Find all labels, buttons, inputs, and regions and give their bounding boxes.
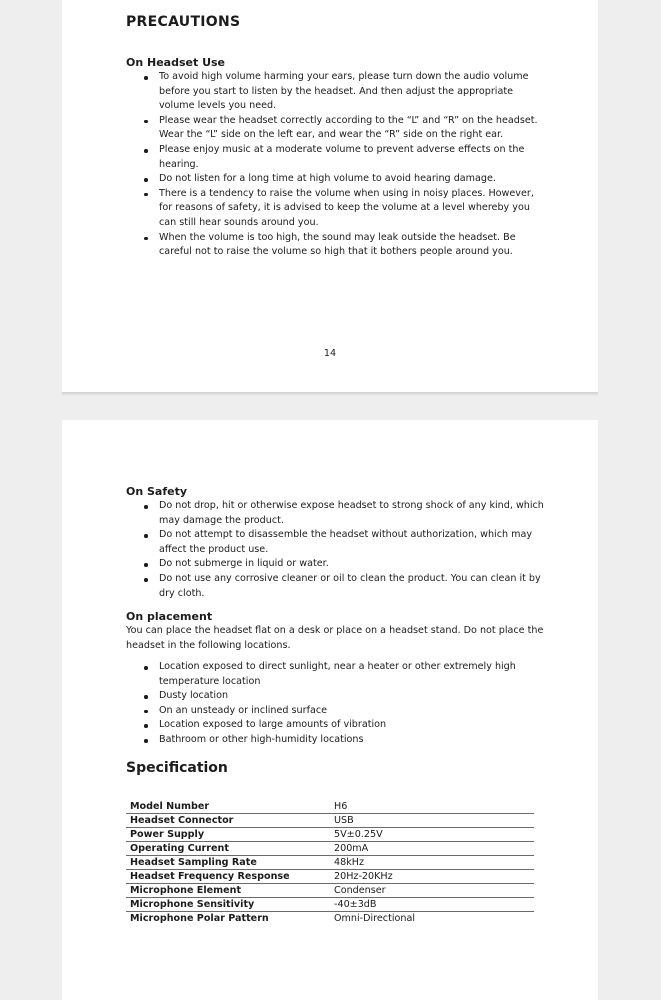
spec-key: Microphone Element bbox=[126, 884, 330, 898]
list-item: There is a tendency to raise the volume when using in noisy places. However, for reasons of safety, it is advised to keep the volume at a level whereby you can still hear sounds around you. bbox=[126, 187, 546, 231]
spec-heading: Specification bbox=[126, 760, 228, 776]
list-item: Do not drop, hit or otherwise expose headset to strong shock of any kind, which may damage the product. bbox=[126, 499, 546, 528]
spec-value: -40±3dB bbox=[330, 898, 534, 912]
list-item: Location exposed to large amounts of vibration bbox=[126, 718, 546, 733]
table-row bbox=[126, 828, 534, 842]
spec-key: Power Supply bbox=[126, 828, 330, 842]
manual-page-15 bbox=[62, 420, 598, 1000]
spec-key: Model Number bbox=[126, 800, 330, 814]
spec-key: Operating Current bbox=[126, 842, 330, 856]
table-row bbox=[126, 842, 534, 856]
spec-key: Headset Connector bbox=[126, 814, 330, 828]
list-item: Do not use any corrosive cleaner or oil to clean the product. You can clean it by dry cloth. bbox=[126, 572, 546, 601]
safety-list bbox=[126, 499, 546, 601]
list-item: Bathroom or other high-humidity locations bbox=[126, 733, 546, 748]
list-item: Location exposed to direct sunlight, near a heater or other extremely high temperature location bbox=[126, 660, 546, 689]
list-item: Please enjoy music at a moderate volume to prevent adverse effects on the hearing. bbox=[126, 143, 546, 172]
placement-intro: You can place the headset flat on a desk or place on a headset stand. Do not place the headset in the following locations. bbox=[126, 625, 544, 651]
spec-value: 20Hz-20KHz bbox=[330, 870, 534, 884]
spec-value: 5V±0.25V bbox=[330, 828, 534, 842]
spec-value: H6 bbox=[330, 800, 534, 814]
list-item: When the volume is too high, the sound may leak outside the headset. Be careful not to raise the volume so high that it bothers people around you. bbox=[126, 231, 546, 260]
spec-table bbox=[126, 800, 534, 925]
table-row bbox=[126, 912, 534, 926]
spec-key: Headset Sampling Rate bbox=[126, 856, 330, 870]
list-item: To avoid high volume harming your ears, please turn down the audio volume before you start to listen by the headset. And then adjust the appropriate volume levels you need. bbox=[126, 70, 546, 114]
table-row bbox=[126, 870, 534, 884]
spec-value: 48kHz bbox=[330, 856, 534, 870]
headset-use-list bbox=[126, 70, 546, 260]
table-row bbox=[126, 884, 534, 898]
spec-value: 200mA bbox=[330, 842, 534, 856]
placement-heading: On placement bbox=[126, 610, 213, 623]
page-divider bbox=[62, 392, 598, 396]
list-item: Dusty location bbox=[126, 689, 546, 704]
table-row bbox=[126, 814, 534, 828]
table-row bbox=[126, 800, 534, 814]
spec-value: Condenser bbox=[330, 884, 534, 898]
placement-list bbox=[126, 660, 546, 748]
list-item: On an unsteady or inclined surface bbox=[126, 704, 546, 719]
safety-heading: On Safety bbox=[126, 485, 188, 498]
list-item: Do not submerge in liquid or water. bbox=[126, 557, 546, 572]
page-title: PRECAUTIONS bbox=[126, 14, 241, 30]
page-number: 14 bbox=[323, 348, 337, 359]
headset-use-heading: On Headset Use bbox=[126, 56, 226, 69]
list-item: Do not listen for a long time at high volume to avoid hearing damage. bbox=[126, 172, 546, 187]
list-item: Do not attempt to disassemble the headset without authorization, which may affect the product use. bbox=[126, 528, 546, 557]
spec-value: USB bbox=[330, 814, 534, 828]
list-item: Please wear the headset correctly according to the “L” and “R” on the headset. Wear the “L” side on the left ear, and wear the “R” side on the right ear. bbox=[126, 114, 546, 143]
spec-key: Headset Frequency Response bbox=[126, 870, 330, 884]
spec-key: Microphone Polar Pattern bbox=[130, 913, 269, 924]
spec-value: Omni-Directional bbox=[334, 913, 415, 924]
table-row bbox=[126, 898, 534, 912]
manual-page-14 bbox=[62, 0, 598, 392]
table-row bbox=[126, 856, 534, 870]
spec-key: Microphone Sensitivity bbox=[126, 898, 330, 912]
